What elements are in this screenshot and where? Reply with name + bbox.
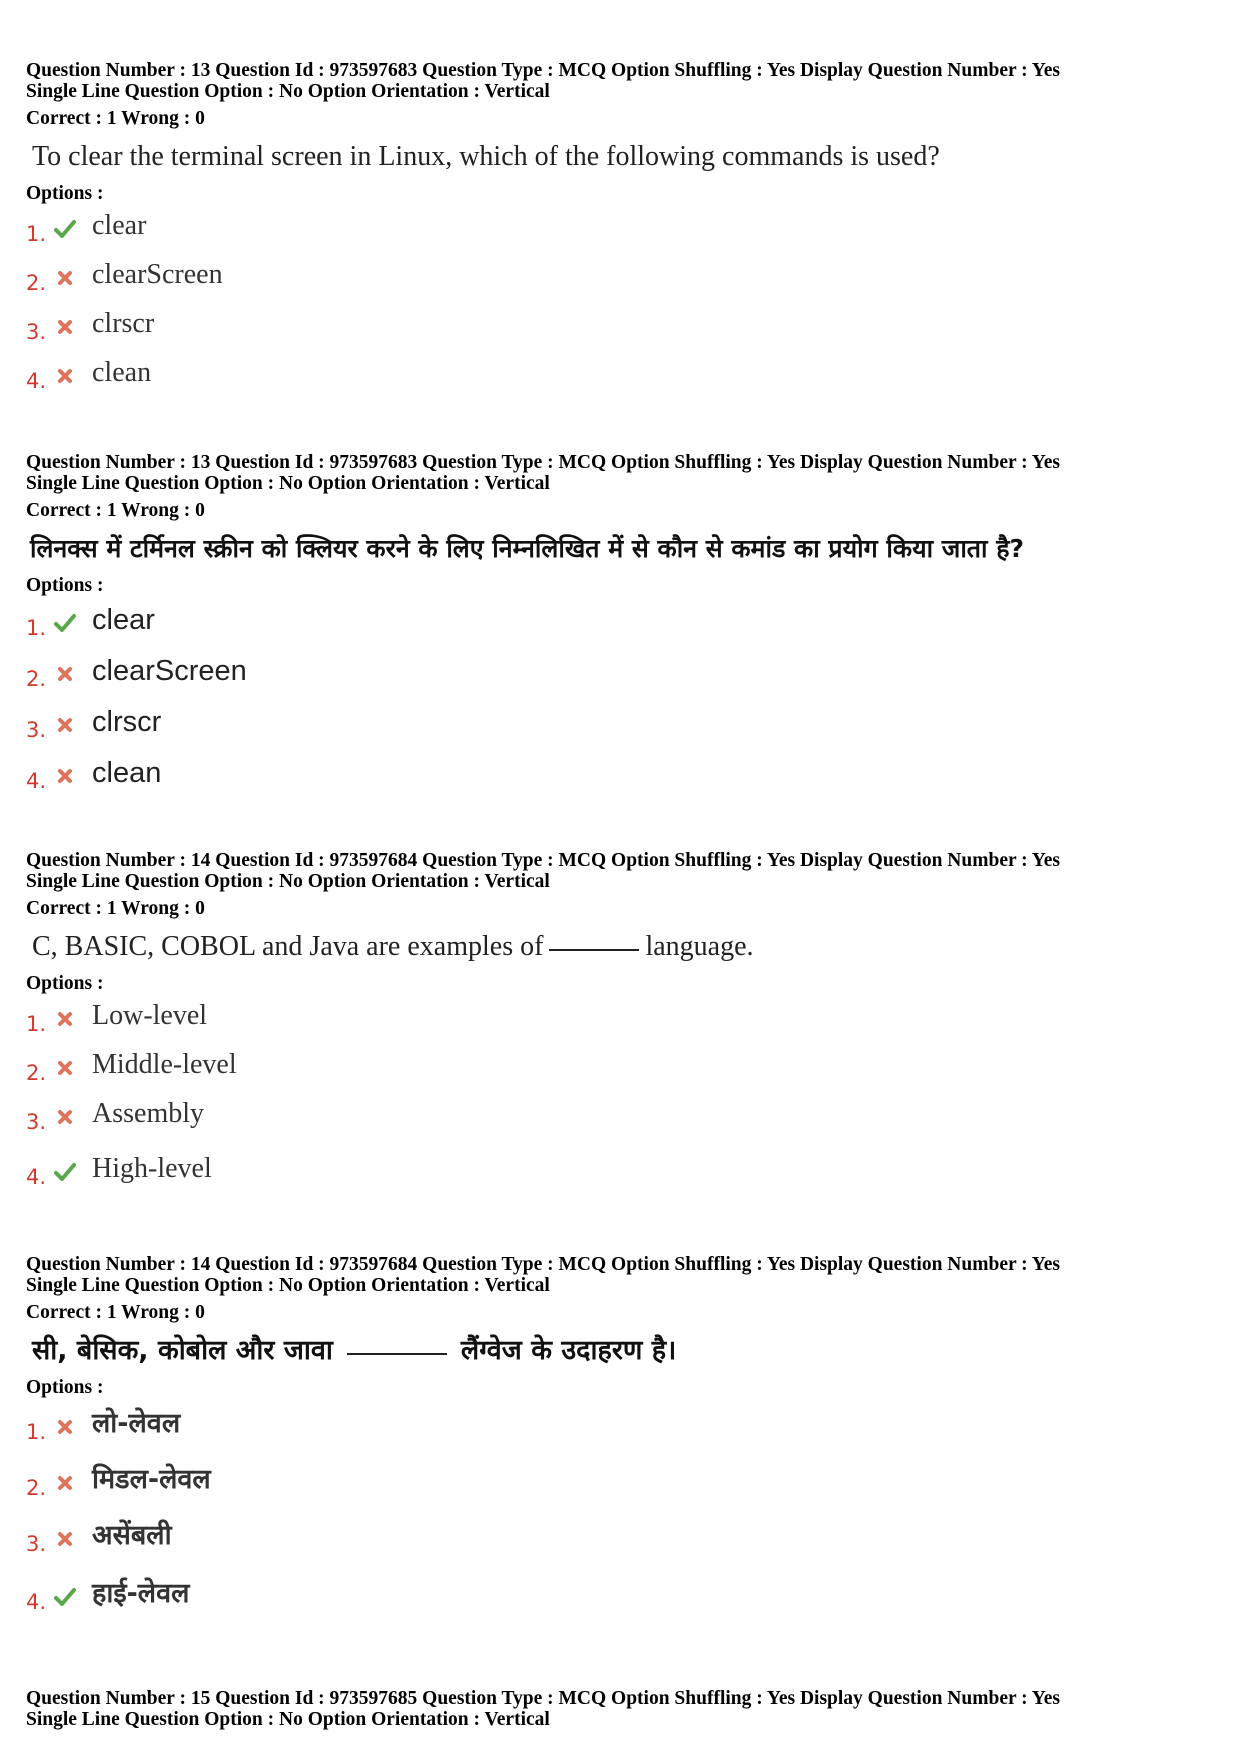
option-item <box>26 257 1216 306</box>
option-item <box>26 1047 1216 1096</box>
check-icon <box>52 1159 78 1185</box>
option-text: लो-लेवल <box>92 1408 181 1439</box>
cross-icon <box>52 712 78 738</box>
question-meta-line1: Question Number : 15 Question Id : 973597685 Question Type : MCQ Option Shuffling : Yes Display Question Number : Yes <box>26 1688 1060 1709</box>
cross-icon <box>52 314 78 340</box>
question-text: लिनक्स में टर्मिनल स्क्रीन को क्लियर करने के लिए निम्नलिखित में से कौन से कमांड का प्रयोग किया जाता है? <box>30 534 1024 563</box>
question-text-part1: C, BASIC, COBOL and Java are examples of <box>32 931 544 962</box>
question-text-part2: लैंग्वेज के उदाहरण है। <box>460 1335 677 1366</box>
option-text: Middle-level <box>92 1049 237 1080</box>
cross-icon <box>52 1470 78 1496</box>
answer-blank <box>347 1353 447 1355</box>
option-item <box>26 1518 1216 1576</box>
question-meta-line2: Single Line Question Option : No Option Orientation : Vertical <box>26 1275 550 1296</box>
option-number: 1. <box>26 616 47 640</box>
check-icon <box>52 1584 78 1610</box>
option-text: हाई-लेवल <box>92 1578 190 1609</box>
marks-info: Correct : 1 Wrong : 0 <box>26 898 205 919</box>
question-block <box>26 1688 1216 1730</box>
option-number: 3. <box>26 1532 47 1556</box>
option-number: 4. <box>26 769 47 793</box>
question-meta-line2: Single Line Question Option : No Option Orientation : Vertical <box>26 473 550 494</box>
check-icon <box>52 216 78 242</box>
option-text: High-level <box>92 1153 212 1184</box>
cross-icon <box>52 1006 78 1032</box>
option-number: 2. <box>26 271 47 295</box>
cross-icon <box>52 1055 78 1081</box>
option-text: clear <box>92 210 147 241</box>
option-text: clrscr <box>92 308 155 339</box>
option-text: असेंबली <box>92 1520 172 1551</box>
option-text: clrscr <box>92 706 162 738</box>
option-number: 1. <box>26 1012 47 1036</box>
option-text: clearScreen <box>92 259 223 290</box>
options-label: Options : <box>26 973 104 994</box>
question-meta-line2: Single Line Question Option : No Option Orientation : Vertical <box>26 1709 550 1730</box>
option-item <box>26 1406 1216 1462</box>
option-number: 1. <box>26 1420 47 1444</box>
option-item <box>26 1151 1216 1200</box>
option-text: clean <box>92 757 162 789</box>
question-meta-line1: Question Number : 14 Question Id : 973597684 Question Type : MCQ Option Shuffling : Yes Display Question Number : Yes <box>26 850 1060 871</box>
option-number: 3. <box>26 320 47 344</box>
option-number: 2. <box>26 1061 47 1085</box>
option-number: 2. <box>26 667 47 691</box>
option-number: 4. <box>26 369 47 393</box>
option-number: 1. <box>26 222 47 246</box>
question-meta-line1: Question Number : 13 Question Id : 973597683 Question Type : MCQ Option Shuffling : Yes Display Question Number : Yes <box>26 452 1060 473</box>
option-item <box>26 755 1216 806</box>
option-number: 3. <box>26 1110 47 1134</box>
question-text <box>32 927 1216 967</box>
option-text: Assembly <box>92 1098 204 1129</box>
cross-icon <box>52 265 78 291</box>
cross-icon <box>52 1414 78 1440</box>
option-number: 4. <box>26 1165 47 1189</box>
option-item <box>26 653 1216 704</box>
option-number: 4. <box>26 1590 47 1614</box>
question-meta-line1: Question Number : 14 Question Id : 973597684 Question Type : MCQ Option Shuffling : Yes Display Question Number : Yes <box>26 1254 1060 1275</box>
option-text: clean <box>92 357 152 388</box>
option-number: 2. <box>26 1476 47 1500</box>
option-text: Low-level <box>92 1000 208 1031</box>
option-item <box>26 355 1216 404</box>
options-label: Options : <box>26 575 104 596</box>
option-item <box>26 306 1216 355</box>
option-item <box>26 1576 1216 1632</box>
cross-icon <box>52 661 78 687</box>
check-icon <box>52 610 78 636</box>
question-text: To clear the terminal screen in Linux, which of the following commands is used? <box>32 141 940 172</box>
marks-info: Correct : 1 Wrong : 0 <box>26 108 205 129</box>
option-item <box>26 998 1216 1047</box>
question-meta-line2: Single Line Question Option : No Option Orientation : Vertical <box>26 871 550 892</box>
option-text: मिडल-लेवल <box>92 1464 211 1495</box>
option-item <box>26 1096 1216 1151</box>
cross-icon <box>52 1526 78 1552</box>
options-label: Options : <box>26 1377 104 1398</box>
marks-info: Correct : 1 Wrong : 0 <box>26 1302 205 1323</box>
question-block <box>26 850 1216 1200</box>
option-text: clear <box>92 604 155 636</box>
marks-info: Correct : 1 Wrong : 0 <box>26 500 205 521</box>
cross-icon <box>52 363 78 389</box>
option-text: clearScreen <box>92 655 247 687</box>
cross-icon <box>52 1104 78 1130</box>
question-text-part2: language. <box>645 931 754 962</box>
option-item <box>26 1462 1216 1518</box>
option-item <box>26 208 1216 257</box>
question-text <box>32 1331 1216 1371</box>
question-meta-line2: Single Line Question Option : No Option Orientation : Vertical <box>26 81 550 102</box>
option-item <box>26 602 1216 653</box>
question-block <box>26 60 1216 404</box>
option-item <box>26 704 1216 755</box>
question-text-part1: सी, बेसिक, कोबोल और जावा <box>32 1335 333 1366</box>
question-meta-line1: Question Number : 13 Question Id : 973597683 Question Type : MCQ Option Shuffling : Yes Display Question Number : Yes <box>26 60 1060 81</box>
answer-blank <box>549 949 639 951</box>
option-number: 3. <box>26 718 47 742</box>
question-block <box>26 1254 1216 1632</box>
cross-icon <box>52 763 78 789</box>
question-block <box>26 452 1216 806</box>
options-label: Options : <box>26 183 104 204</box>
